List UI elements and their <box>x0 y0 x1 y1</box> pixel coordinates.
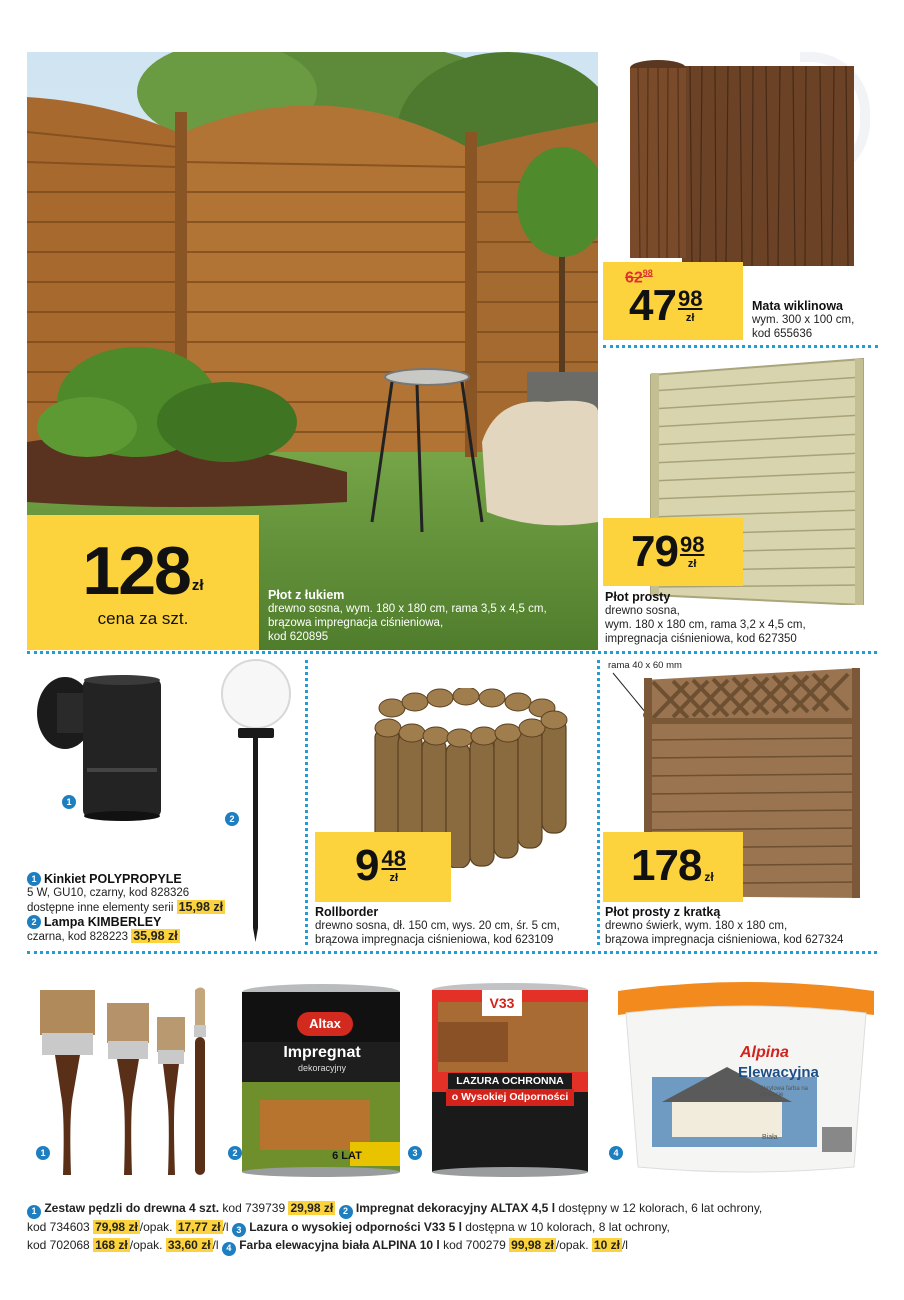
brushes-illustration <box>35 985 215 1180</box>
alpina-color: Biała <box>762 1134 778 1141</box>
v33-brand: V33 <box>482 990 522 1016</box>
plot-prosty-price-box <box>603 518 743 586</box>
bottom-description <box>27 1200 887 1256</box>
alpina-brand: Alpina <box>740 1044 789 1061</box>
rollborder-title: Rollborder <box>315 905 379 919</box>
mata-title: Mata wiklinowa <box>752 299 843 313</box>
kratka-title: Płot prosty z kratką <box>605 905 721 919</box>
wicker-mat-illustration <box>620 58 865 270</box>
wall-lamp-photo <box>35 668 165 823</box>
lamp1-desc: 5 W, GU10, czarny, kod 828326 <box>27 887 190 899</box>
altax-sub: dekoracyjny <box>297 1063 347 1073</box>
hero-caption <box>268 588 568 644</box>
bottom-badge-4: 4 <box>609 1146 623 1160</box>
lamp-caption-badge-2: 2 <box>27 915 41 929</box>
kratka-desc-2: brązowa impregnacja ciśnieniowa, kod 627324 <box>605 934 844 946</box>
lamp2-desc-line: czarna, kod 828223 35,98 zł <box>27 929 178 943</box>
alpina-name: Elewacyjna <box>738 1064 819 1081</box>
plot-prosty-desc-1: drewno sosna, <box>605 605 680 617</box>
bottom-line-2: kod 734603 79,98 zł /opak. 17,77 zł /l 3 Lazura o wysokiej odporności V33 5 l dostępna w 10 kolorach, 8 lat ochrony, <box>27 1219 887 1238</box>
lamp-badge-2: 2 <box>225 812 239 826</box>
v33-band-2: o Wysokiej Odporności <box>446 1089 574 1106</box>
rollborder-price-box <box>315 832 451 902</box>
divider-middle <box>27 651 877 654</box>
plot-prosty-caption <box>605 590 890 646</box>
mata-desc-1: wym. 300 x 100 cm, <box>752 314 855 326</box>
wall-lamp-illustration <box>35 668 165 823</box>
v33-band-1: LAZURA OCHRONNA <box>448 1073 572 1090</box>
rollborder-desc-2: brązowa impregnacja ciśnieniowa, kod 623109 <box>315 934 554 946</box>
hero-desc-3: kod 620895 <box>268 631 329 643</box>
lamp1-title: Kinkiet POLYPROPYLE <box>44 872 182 886</box>
hero-price-note: cena za szt. <box>97 608 189 628</box>
bottom-badge-3: 3 <box>408 1146 422 1160</box>
bottom-line-1: 1 Zestaw pędzli do drewna 4 szt. kod 739739 29,98 zł 2 Impregnat dekoracyjny ALTAX 4,5 l dostępny w 12 kolorach, 6 lat ochrony, <box>27 1200 887 1219</box>
plot-prosty-title: Płot prosty <box>605 590 671 604</box>
rama-label: rama 40 x 60 mm <box>608 660 682 671</box>
rollborder-desc-1: drewno sosna, dł. 150 cm, wys. 20 cm, śr. 5 cm, <box>315 920 560 932</box>
bottom-badge-2: 2 <box>228 1146 242 1160</box>
kratka-desc-1: drewno świerk, wym. 180 x 180 cm, <box>605 920 788 932</box>
wicker-mat-photo <box>620 58 865 270</box>
altax-name: Impregnat <box>283 1044 361 1061</box>
kratka-caption <box>605 905 895 947</box>
mata-caption <box>752 299 892 341</box>
lamp1-note: dostępne inne elementy serii 15,98 zł <box>27 900 224 914</box>
lamp2-title: Lampa KIMBERLEY <box>44 915 162 929</box>
plot-prosty-desc-2: wym. 180 x 180 cm, rama 3,2 x 4,5 cm, <box>605 619 806 631</box>
mata-desc-2: kod 655636 <box>752 328 813 340</box>
alpina-sub: Akrylowa farba na elewacje <box>760 1086 809 1098</box>
lamps-caption <box>27 872 307 944</box>
plot-prosty-price: 79 98 zł <box>631 527 705 576</box>
divider-v-2 <box>597 660 600 945</box>
mata-old-price: $62^{98}$ <box>625 268 653 287</box>
lamp-badge-1: 1 <box>62 795 76 809</box>
rollborder-price: 9 48 zł <box>355 841 406 890</box>
hero-price-box <box>27 515 259 650</box>
kratka-price-box <box>603 832 743 902</box>
kratka-price: 178 zł <box>631 841 714 890</box>
lamp1-price: 15,98 zł <box>178 900 224 914</box>
bottom-badge-1: 1 <box>36 1146 50 1160</box>
hero-desc-1: drewno sosna, wym. 180 x 180 cm, rama 3,5 x 4,5 cm, <box>268 603 547 615</box>
lamp2-price: 35,98 zł <box>133 929 178 943</box>
mata-price-box <box>603 262 743 340</box>
brushes-photo <box>35 985 215 1180</box>
rollborder-caption <box>315 905 600 947</box>
bottom-line-3: kod 702068 168 zł /opak. 33,60 zł /l 4 Farba elewacyjna biała ALPINA 10 l kod 700279 99,98 zł /opak. 10 zł /l <box>27 1237 887 1256</box>
hero-price: 128 <box>82 532 190 609</box>
divider-bottom <box>27 951 877 954</box>
altax-band: 6 LAT <box>332 1150 362 1162</box>
divider-right-1 <box>603 345 878 348</box>
lamp-caption-badge-1: 1 <box>27 872 41 886</box>
hero-desc-2: brązowa impregnacja ciśnieniowa, <box>268 617 444 629</box>
plot-prosty-desc-3: impregnacja ciśnieniowa, kod 627350 <box>605 633 797 645</box>
hero-currency: zł <box>191 576 204 594</box>
hero-title: Płot z łukiem <box>268 588 345 602</box>
mata-price: 47 98 zł <box>629 281 703 330</box>
altax-brand: Altax <box>297 1012 353 1036</box>
